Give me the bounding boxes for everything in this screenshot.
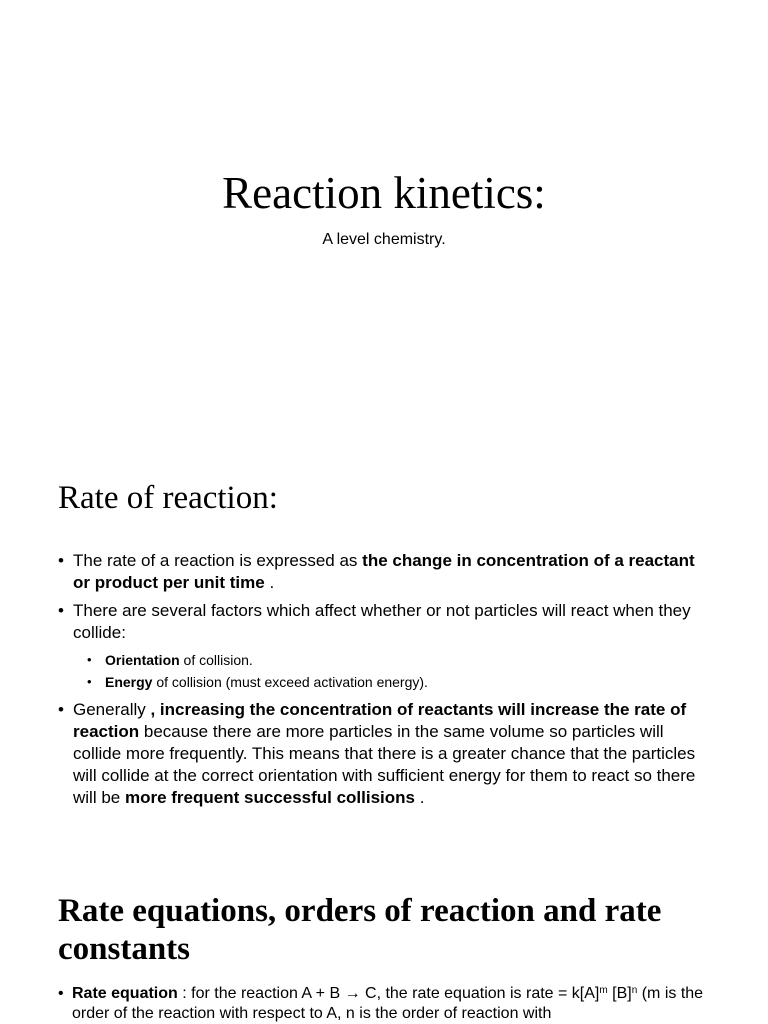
bullet-rate-equation xyxy=(58,984,708,1024)
sub-bullet-bold: Energy xyxy=(105,674,153,690)
bullet-bold-text: , increasing the concentration of reactants will increase the rate of reaction xyxy=(73,700,687,741)
slide-subtitle: A level chemistry. xyxy=(322,231,446,248)
sub-bullet-bold: Orientation xyxy=(105,652,180,668)
order-m-superscript: m xyxy=(599,985,608,996)
bullet-text: The rate of a reaction is expressed as xyxy=(73,551,363,570)
bullet-collision-factors xyxy=(58,600,708,693)
bullet-text: There are several factors which affect whether or not particles will react when they collide: xyxy=(73,601,691,642)
sub-bullet-text: of collision (must exceed activation energy). xyxy=(152,674,428,690)
rate-equations-slide xyxy=(0,888,768,1024)
bullet-bold-text: the change in concentration of a reactant or product per unit time xyxy=(73,551,695,592)
title-slide xyxy=(0,0,768,420)
rate-bullet-list xyxy=(58,550,708,815)
rate-equation-bullet-list xyxy=(58,984,708,1024)
sub-bullet-orientation xyxy=(73,649,708,671)
bullet-bold-text: Rate equation xyxy=(72,985,178,1002)
bullet-rate-definition xyxy=(58,550,708,594)
slide-title: Reaction kinetics: xyxy=(222,168,546,218)
rate-equations-heading: Rate equations, orders of reaction and rate constants xyxy=(58,893,662,967)
bullet-text: . xyxy=(415,788,425,807)
bullet-concentration-effect xyxy=(58,699,708,809)
bullet-text: : for the reaction A + B → C, the rate equation is rate = k[A] xyxy=(177,985,600,1002)
sub-bullet-energy xyxy=(73,671,708,693)
factor-sub-list xyxy=(73,649,708,693)
bullet-text: Generally xyxy=(73,700,151,719)
bullet-bold-text: more frequent successful collisions xyxy=(124,788,415,807)
bullet-text: [B] xyxy=(607,985,632,1002)
bullet-text: because there are more particles in the same volume so particles will collide more frequently. This means that there is a greater chance that the particles will collide at the correct orientation with sufficient energy for them to react so there will be xyxy=(73,722,696,807)
order-n-superscript: n xyxy=(631,985,638,996)
bullet-text: (m is the order of the reaction with respect to A, n is the order of reaction with xyxy=(72,985,704,1022)
rate-of-reaction-heading: Rate of reaction: xyxy=(58,480,278,516)
sub-bullet-text: of collision. xyxy=(179,652,253,668)
bullet-text: . xyxy=(264,573,275,592)
